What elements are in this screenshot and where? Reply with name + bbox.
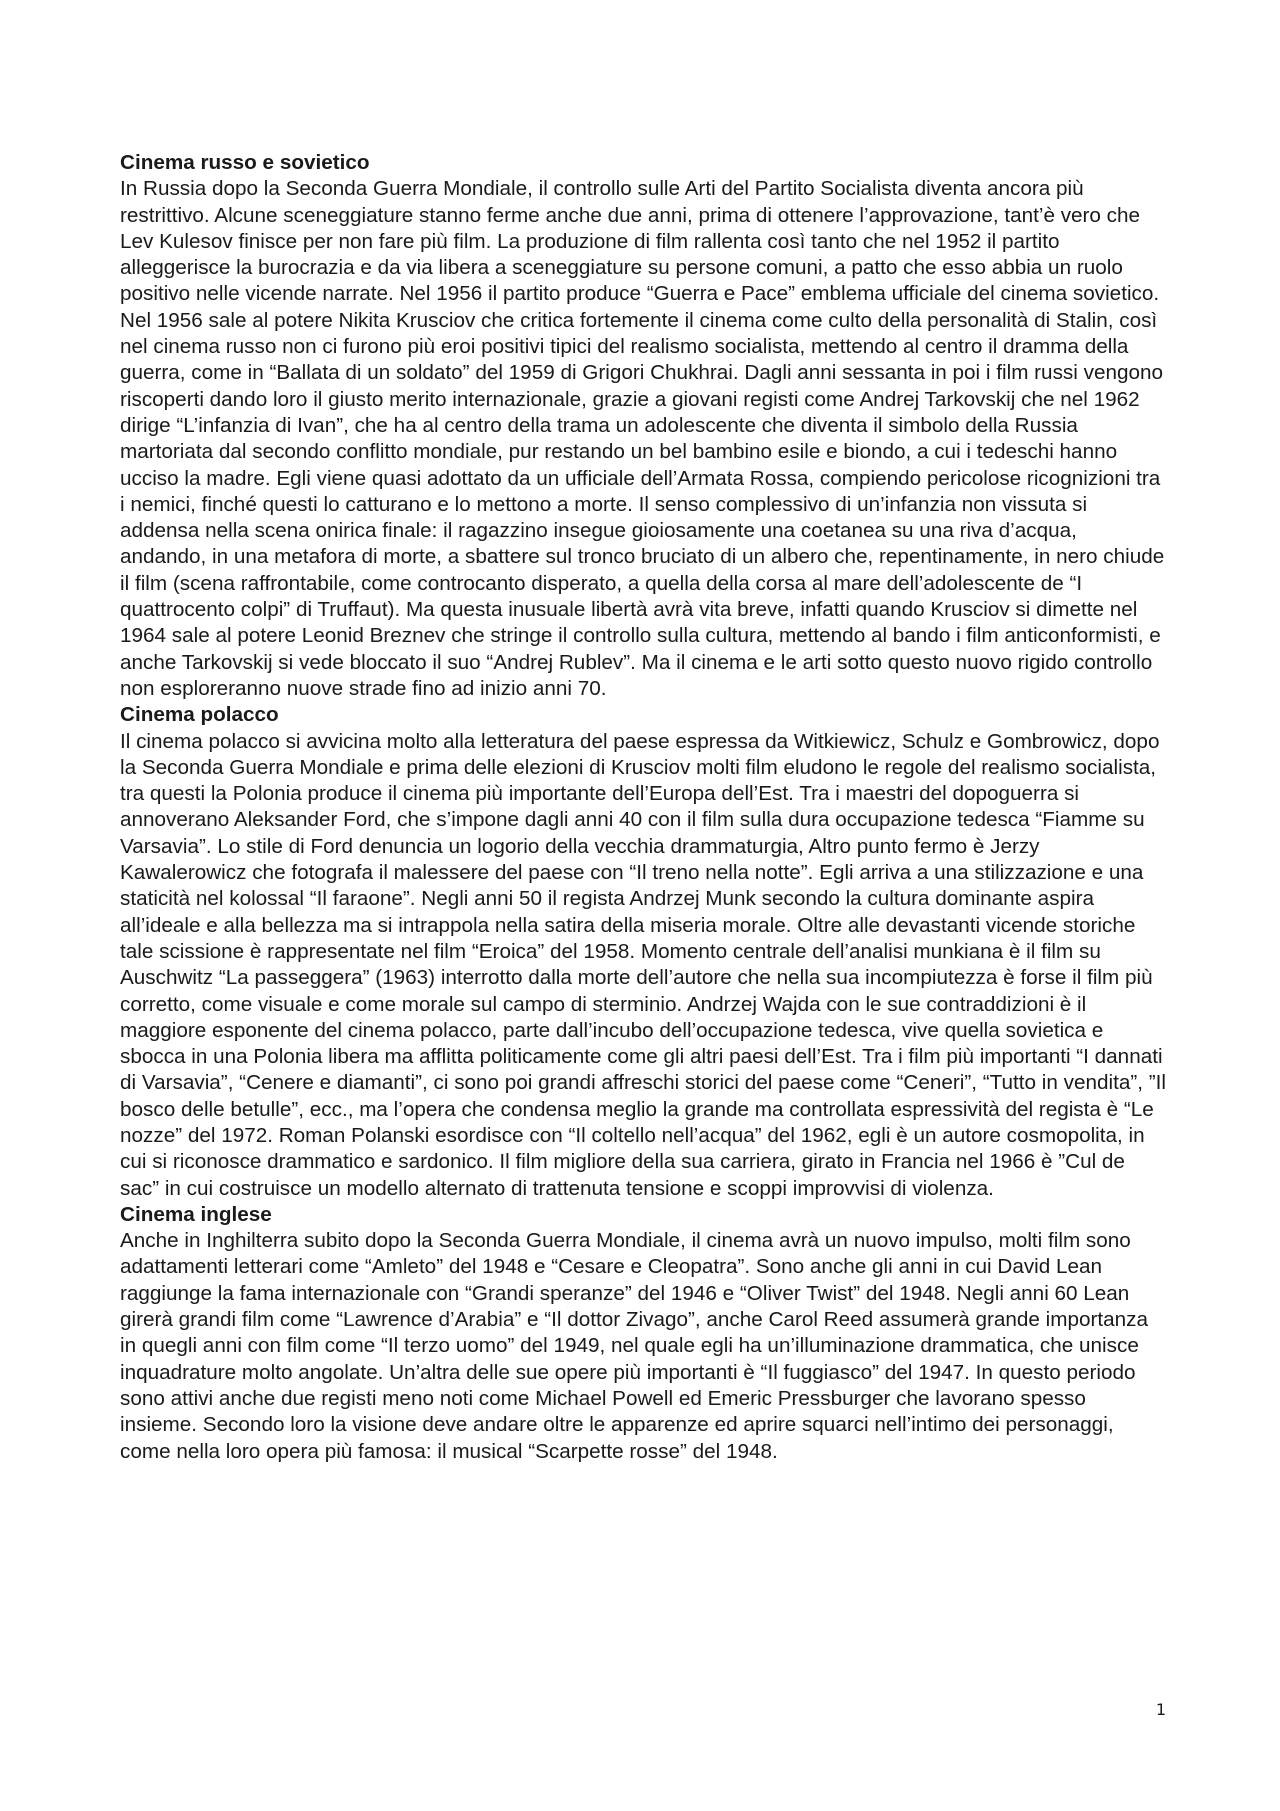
section-heading: Cinema russo e sovietico [120,151,370,174]
document-content [120,150,1168,1465]
section-cinema-polacco [120,702,1168,1202]
section-paragraph: Il cinema polacco si avvicina molto alla letteratura del paese espressa da Witkiewicz, Schulz e Gombrowicz, dopo la Seconda Guerra Mondiale e prima delle elezioni di Krusciov molti film eludono le regole del realismo socialista, tra questi la Polonia produce il cinema più importante dell’Europa dell’Est. Tra i maestri del dopoguerra si annoverano Aleksander Ford, che s’impone dagli anni 40 con il film sulla dura occupazione tedesca “Fiamme su Varsavia”. Lo stile di Ford denuncia un logorio della vecchia drammaturgia, Altro punto fermo è Jerzy Kawalerowicz che fotografa il malessere del paese con “Il treno nella notte”. Egli arriva a una stilizzazione e una staticità nel kolossal “Il faraone”. Negli anni 50 il regista Andrzej Munk secondo la cultura dominante aspira all’ideale e alla bellezza ma si intrappola nella satira della miseria morale. Oltre alle devastanti vicende storiche tale scissione è rappresentate nel film “Eroica” del 1958. Momento centrale dell’analisi munkiana è il film su Auschwitz “La passeggera” (1963) interrotto dalla morte dell’autore che nella sua incompiutezza è forse il film più corretto, come visuale e come morale sul campo di sterminio. Andrzej Wajda con le sue contraddizioni è il maggiore esponente del cinema polacco, parte dall’incubo dell’occupazione tedesca, vive quella sovietica e sbocca in una Polonia libera ma afflitta politicamente come gli altri paesi dell’Est. Tra i film più importanti “I dannati di Varsavia”, “Cenere e diamanti”, ci sono poi grandi affreschi storici del paese come “Ceneri”, “Tutto in vendita”, ”Il bosco delle betulle”, ecc., ma l’opera che condensa meglio la grande ma controllata espressività del regista è “Le nozze” del 1972. Roman Polanski esordisce con “Il coltello nell’acqua” del 1962, egli è un autore cosmopolita, in cui si riconosce drammatico e sardonico. Il film migliore della sua carriera, girato in Francia nel 1966 è ”Cul de sac” in cui costruisce un modello alternato di trattenuta tensione e scoppi improvvisi di violenza. [120,729,1166,1200]
page-number: 1 [1155,1700,1166,1719]
section-heading: Cinema polacco [120,703,279,727]
section-paragraph: In Russia dopo la Seconda Guerra Mondiale, il controllo sulle Arti del Partito Socialista diventa ancora più restrittivo. Alcune sceneggiature stanno ferme anche due anni, prima di ottenere l’approvazione, tant’è vero che Lev Kulesov finisce per non fare più film. La produzione di film rallenta così tanto che nel 1952 il partito alleggerisce la burocrazia e da via libera a sceneggiature su persone comuni, a patto che esso abbia un ruolo positivo nelle vicende narrate. Nel 1956 il partito produce “Guerra e Pace” emblema ufficiale del cinema sovietico. Nel 1956 sale al potere Nikita Krusciov che critica fortemente il cinema come culto della personalità di Stalin, così nel cinema russo non ci furono più eroi positivi tipici del realismo socialista, mettendo al centro il dramma della guerra, come in “Ballata di un soldato” del 1959 di Grigori Chukhrai. Dagli anni sessanta in poi i film russi vengono riscoperti dando loro il giusto merito internazionale, grazie a giovani registi come Andrej Tarkovskij che nel 1962 dirige “L’infanzia di Ivan”, che ha al centro della trama un adolescente che diventa il simbolo della Russia martoriata dal secondo conflitto mondiale, pur restando un bel bambino esile e biondo, a cui i tedeschi hanno ucciso la madre. Egli viene quasi adottato da un ufficiale dell’Armata Rossa, compiendo pericolose ricognizioni tra i nemici, finché questi lo catturano e lo mettono a morte. Il senso complessivo di un’infanzia non vissuta si addensa nella scena onirica finale: il ragazzino insegue gioiosamente una coetanea su una riva d’acqua, andando, in una metafora di morte, a sbattere sul tronco bruciato di un albero che, repentinamente, in nero chiude il film (scena raffrontabile, come controcanto disperato, a quella della corsa al mare dell’adolescente de “I quattrocento colpi” di Truffaut). Ma questa inusuale libertà avrà vita breve, infatti quando Krusciov si dimette nel 1964 sale al potere Leonid Breznev che stringe il controllo sulla cultura, mettendo al bando i film anticonformisti, e anche Tarkovskij si vede bloccato il suo “Andrej Rublev”. Ma il cinema e le arti sotto questo nuovo rigido controllo non esploreranno nuove strade fino ad inizio anni 70. [120,177,1165,700]
section-cinema-inglese [120,1202,1168,1465]
section-cinema-russo [120,150,1168,702]
section-heading: Cinema inglese [120,1202,272,1226]
section-paragraph: Anche in Inghilterra subito dopo la Seconda Guerra Mondiale, il cinema avrà un nuovo impulso, molti film sono adattamenti letterari come “Amleto” del 1948 e “Cesare e Cleopatra”. Sono anche gli anni in cui David Lean raggiunge la fama internazionale con “Grandi speranze” del 1946 e “Oliver Twist” del 1948. Negli anni 60 Lean girerà grandi film come “Lawrence d’Arabia” e “Il dottor Zivago”, anche Carol Reed assumerà grande importanza in quegli anni con film come “Il terzo uomo” del 1949, nel quale egli ha un’illuminazione drammatica, che unisce inquadrature molto angolate. Un’altra delle sue opere più importanti è “Il fuggiasco” del 1947. In questo periodo sono attivi anche due registi meno noti come Michael Powell ed Emeric Pressburger che lavorano spesso insieme. Secondo loro la visione deve andare oltre le apparenze ed aprire squarci nell’intimo dei personaggi, come nella loro opera più famosa: il musical “Scarpette rosse” del 1948. [120,1229,1148,1463]
